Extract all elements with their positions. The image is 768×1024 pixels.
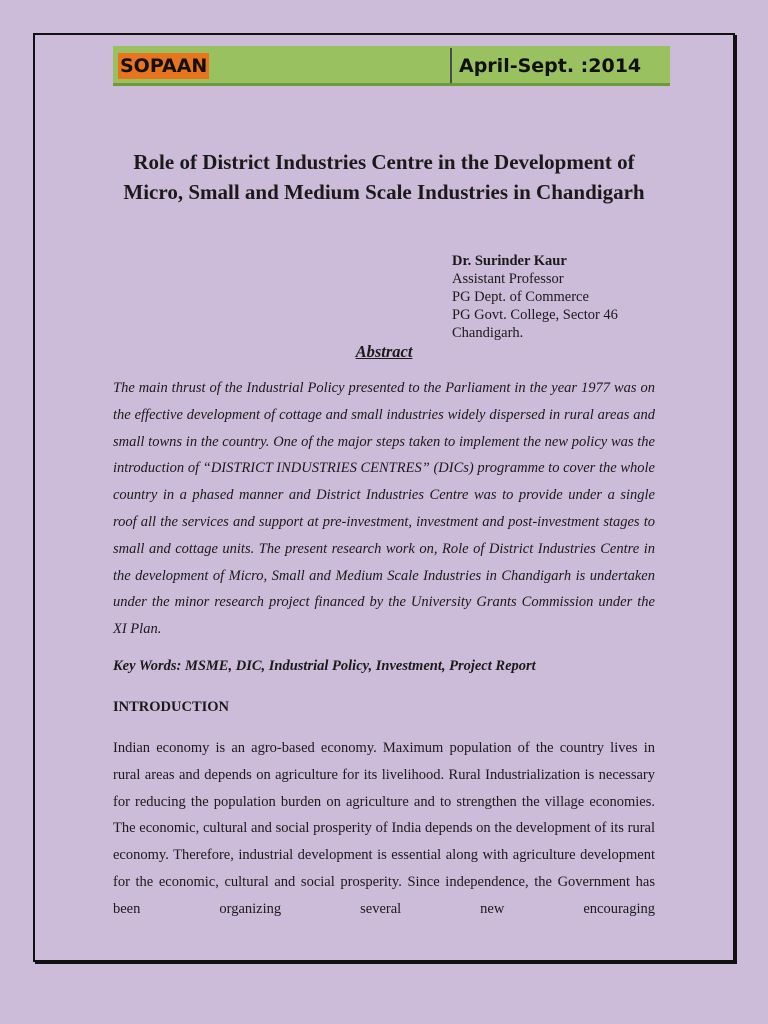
author-city: Chandigarh. — [452, 325, 524, 341]
abstract-heading: Abstract — [355, 342, 413, 361]
introduction-heading: INTRODUCTION — [113, 699, 230, 715]
author-block — [452, 252, 672, 342]
abstract-body: The main thrust of the Industrial Policy presented to the Parliament in the year 1977 was on the effective development of cottage and small industries widely dispersed in rural areas and small towns in the country. One of the major steps taken to implement the new policy was the introduction of “DISTRICT INDUSTRIES CENTRES” (DICs) programme to cover the whole country in a phased manner and District Industries Centre was to provide under a single roof all the services and support at pre-investment, investment and post-investment stages to small and cottage units. The present research work on, Role of District Industries Centre in the development of Micro, Small and Medium Scale Industries in Chandigarh is undertaken under the minor research project financed by the University Grants Commission under the XI Plan. — [113, 380, 655, 638]
article-title: Role of District Industries Centre in the Development of Micro, Small and Medium Scale Industries in Chandigarh — [123, 150, 645, 204]
header-divider — [450, 48, 452, 83]
author-name: Dr. Surinder Kaur — [452, 253, 567, 269]
author-college: PG Govt. College, Sector 46 — [452, 307, 618, 323]
author-designation: Assistant Professor — [452, 271, 564, 287]
author-department: PG Dept. of Commerce — [452, 289, 589, 305]
introduction-body: Indian economy is an agro-based economy. Maximum population of the country lives in rural areas and depends on agriculture for its livelihood. Rural Industrialization is necessary for reducing the population burden on agriculture and to strengthen the village economies. The economic, cultural and social prosperity of India depends on the development of its rural economy. Therefore, industrial development is essential along with agriculture development for the economic, cultural and social prosperity. Since independence, the Government has been organizing several new encouraging — [113, 740, 655, 917]
keywords: Key Words: MSME, DIC, Industrial Policy, Investment, Project Report — [113, 658, 536, 674]
issue-date: April-Sept. :2014 — [459, 55, 642, 77]
journal-name: SOPAAN — [120, 55, 208, 77]
